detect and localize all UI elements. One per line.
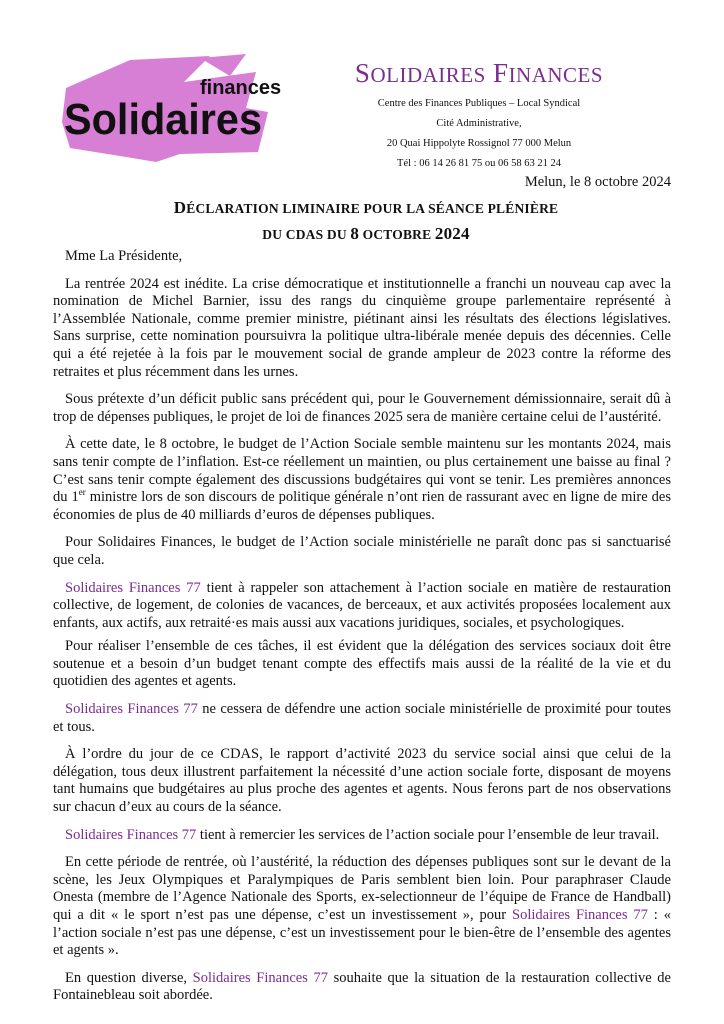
title-part-d: 2024: [434, 224, 470, 243]
letterhead: [300, 56, 658, 174]
address-line-1: Centre des Finances Publiques – Local Syndical: [377, 98, 581, 109]
paragraph-4: Pour Solidaires Finances, le budget de l’Action sociale ministérielle ne paraît donc pas si sanctuarisé que cela.: [53, 534, 671, 568]
paragraph-7-text: ne cessera de défendre une action sociale ministérielle de proximité pour toutes et tous.: [53, 701, 671, 735]
org-reference: Solidaires Finances 77: [65, 701, 198, 718]
paragraph-5: [53, 580, 671, 633]
paragraph-11-part-a: En question diverse,: [65, 969, 193, 986]
paragraph-10-part-b: : « l’action sociale n’est pas une dépense, c’est un investissement pour le bien-être de l’ensemble des agentes et agents ».: [53, 907, 671, 959]
document-date: Melun, le 8 octobre 2024: [524, 174, 671, 190]
paragraph-9-text: tient à remercier les services de l’action sociale pour l’ensemble de leur travail.: [196, 826, 660, 843]
logo-text-solidaires: Solidaires: [64, 95, 262, 144]
paragraph-8: À l’ordre du jour de ce CDAS, le rapport d’activité 2023 du service social ainsi que celui de la délégation, tous deux illustrent parfaitement la nécessité d’une action sociale forte, disposant de moyens tant humains que budgétaires au plus proche des agentes et agents. Nous ferons part de nos observations sur chacun d’eux au cours de la séance.: [53, 746, 671, 816]
logo-text-finances: finances: [200, 77, 282, 99]
org-name-rest-2: INANCES: [508, 63, 604, 87]
org-reference: Solidaires Finances 77: [65, 579, 201, 596]
paragraph-10-part-a: En cette période de rentrée, où l’austérité, la réduction des dépenses publiques sont sur le devant de la scène, les Jeux Olympiques et Paralympiques de Paris semblent bien loin. Pour paraphraser Claude Onesta (membre de l’Agence Nationale des Sports, ex-selectionneur de l’équipe de France de Handball) qui a dit « le sport n’est pas une dépense, c’est un investissement », pour: [53, 854, 671, 923]
title-part-c: OCTOBRE: [359, 227, 435, 242]
org-name-initial-1: S: [354, 58, 371, 88]
paragraph-7: [53, 701, 671, 736]
paragraph-3: [53, 436, 671, 524]
title-part-a: DU CDAS DU: [262, 227, 351, 242]
paragraph-3-part-b: ministre lors de son discours de politique générale n’ont rien de rassurant avec en ligne de mire des économies de plus de 40 milliards d’euros de dépenses publiques.: [53, 489, 671, 523]
paragraph-11-part-b: souhaite que la situation de la restauration collective de Fontainebleau soit abordée.: [53, 969, 671, 1004]
document-body: [53, 248, 671, 1015]
document-title-line-1: [60, 198, 672, 218]
title-initial: D: [173, 198, 187, 217]
document-title-line-2: [60, 224, 672, 244]
org-name-rest-1: OLIDAIRES: [370, 63, 486, 87]
paragraph-1: La rentrée 2024 est inédite. La crise démocratique et institutionnelle a franchi un nouveau cap avec la nomination de Michel Barnier, issu des rangs du cinquième groupe parlementaire représenté à l’Assemblée Nationale, comme premier ministre, piétinant ainsi les résultats des élections législatives. Sans surprise, cette nomination poursuivra la politique ultra-libérale menée depuis des décennies. Celle qui a été rejetée à la fois par le mouvement social de grande ampleur de 2023 contre la réforme des retraites et plus récemment dans les urnes.: [53, 275, 671, 380]
paragraph-2: Sous prétexte d’un déficit public sans précédent qui, pour le Gouvernement démissionnaire, serait dû à trop de dépenses publiques, le projet de loi de finances 2025 sera de manière certaine celui de l’austérité.: [53, 391, 671, 425]
org-name-initial-2: F: [493, 58, 509, 88]
paragraph-10: [53, 854, 671, 960]
address-line-2: Cité Administrative,: [436, 118, 522, 129]
organization-name: [300, 56, 658, 92]
paragraph-3-part-a: À cette date, le 8 octobre, le budget de l’Action Sociale semble maintenu sur les montants 2024, mais sans tenir compte de l’inflation. Est-ce réellement un maintien, ou plus certainement une baisse au final ? C’est sans tenir compte également des discussions budgétaires qui vont se tenir. Les premières annonces du 1: [53, 436, 671, 506]
title-rest: ÉCLARATION LIMINAIRE POUR LA SÉANCE PLÉNIÈRE: [186, 201, 559, 216]
paragraph-11: [53, 970, 671, 1005]
phone-line: Tél : 06 14 26 81 75 ou 06 58 63 21 24: [397, 158, 561, 169]
superscript-er: er: [78, 487, 86, 498]
paragraph-6: Pour réaliser l’ensemble de ces tâches, il est évident que la délégation des services sociaux doit être soutenue et a besoin d’un budget tenant compte des effectifs mais aussi de la réalité de la vie et du quotidien des agentes et agents.: [53, 638, 671, 690]
address-line-3: 20 Quai Hippolyte Rossignol 77 000 Melun: [386, 138, 572, 149]
title-part-b: 8: [350, 224, 360, 243]
solidaires-finances-logo: [60, 52, 282, 164]
paragraph-9: [53, 827, 671, 845]
org-reference: Solidaires Finances 77: [192, 969, 328, 986]
org-reference: Solidaires Finances 77: [65, 826, 197, 843]
org-reference: Solidaires Finances 77: [512, 907, 648, 923]
salutation: Mme La Présidente,: [65, 248, 183, 264]
paragraph-5-text: tient à rappeler son attachement à l’action sociale en matière de restauration collective, de logement, de colonies de vacances, de berceaux, et aux activités proposées localement aux enfants, aux actifs, aux retraité·es mais aussi aux vacations juridiques, sociales, et psychologiques.: [53, 579, 671, 631]
